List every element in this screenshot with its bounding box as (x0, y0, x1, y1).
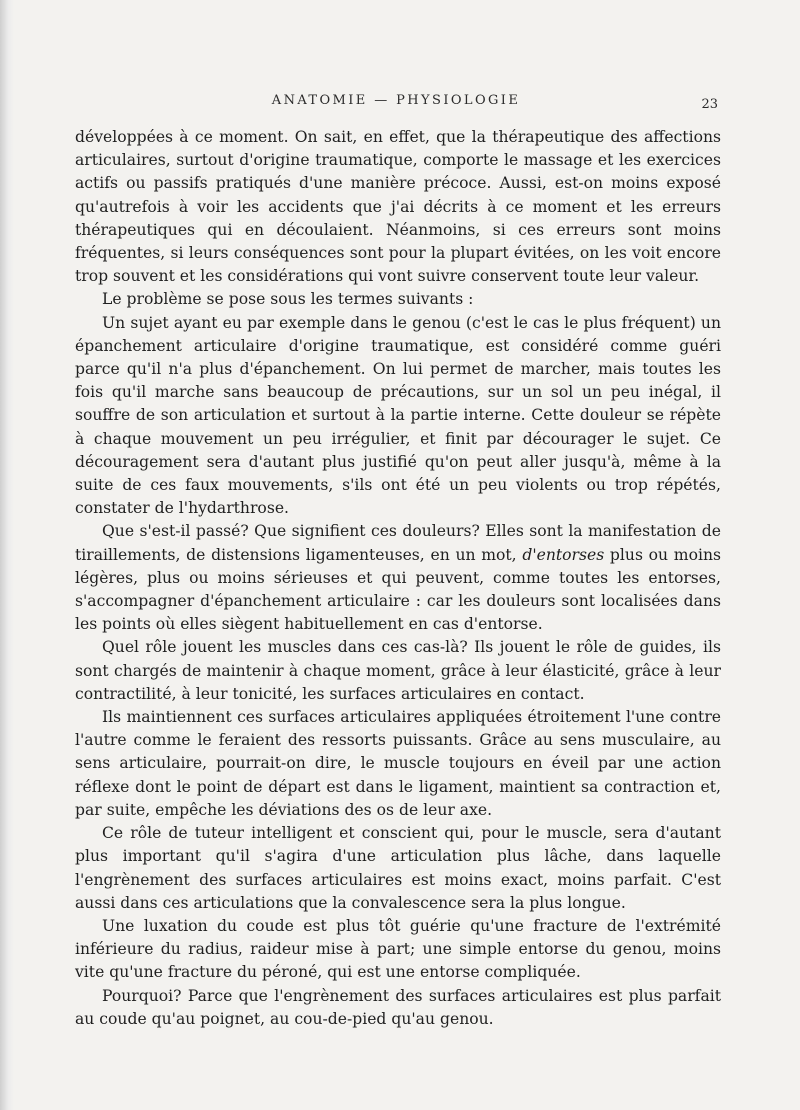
paragraph: Ils maintiennent ces surfaces articulaires appliquées étroitement l'une contre l'autre comme le feraient des ressorts puissants. Grâce au sens musculaire, au sens articulaire, pourrait-on dire, le muscle toujours en éveil par une action réflexe dont le point de départ est dans le ligament, maintient sa contraction et, par suite, empêche les déviations des os de leur axe. (75, 708, 721, 819)
paragraph: Le problème se pose sous les termes suivants : (102, 290, 474, 309)
body-text (75, 126, 721, 1031)
paragraph-text: Que s'est-il passé? Que signifient ces douleurs? Elles sont la manifestation de tiraillements, de distensions ligamenteuses, en un mot, (75, 522, 721, 564)
page-header (74, 93, 718, 115)
paragraph-text: plus ou moins légères, plus ou moins sérieuses et qui peuvent, comme toutes les entorses, s'accompagner d'épanchement articulaire : car les douleurs sont localisées dans les points où elles siègent habituellement en cas d'entorse. (75, 545, 721, 634)
paragraph: Pourquoi? Parce que l'engrènement des surfaces articulaires est plus parfait au coude qu'au poignet, au cou-de-pied qu'au genou. (75, 986, 721, 1028)
paragraph (75, 520, 721, 636)
paragraph: Ce rôle de tuteur intelligent et conscient qui, pour le muscle, sera d'autant plus important qu'il s'agira d'une articulation plus lâche, dans laquelle l'engrènement des surfaces articulaires est moins exact, moins parfait. C'est aussi dans ces articulations que la convalescence sera la plus longue. (75, 824, 721, 912)
paragraph: Une luxation du coude est plus tôt guérie qu'une fracture de l'extrémité inférieure du radius, raideur mise à part; une simple entorse du genou, moins vite qu'une fracture du péroné, qui est une entorse compliquée. (75, 916, 721, 982)
running-title: ANATOMIE — PHYSIOLOGIE (271, 93, 521, 108)
italic-term: d'entorses (522, 545, 605, 564)
paragraph: Un sujet ayant eu par exemple dans le genou (c'est le cas le plus fréquent) un épanchement articulaire d'origine traumatique, est considéré comme guéri parce qu'il n'a plus d'épanchement. On lui permet de marcher, mais toutes les fois qu'il marche sans beaucoup de précautions, sur un sol un peu inégal, il souffre de son articulation et surtout à la partie interne. Cette douleur se répète à chaque mouvement un peu irrégulier, et finit par décourager le sujet. Ce découragement sera d'autant plus justifié qu'on peut aller jusqu'à, même à la suite de ces faux mouvements, s'ils ont été un peu violents ou trop répétés, constater de l'hydarthrose. (75, 313, 721, 518)
paragraph: Quel rôle jouent les muscles dans ces cas-là? Ils jouent le rôle de guides, ils sont chargés de maintenir à chaque moment, grâce à leur élasticité, grâce à leur contractilité, à leur tonicité, les surfaces articulaires en contact. (75, 638, 721, 703)
paragraph-continuation: développées à ce moment. On sait, en effet, que la thérapeutique des affections articulaires, surtout d'origine traumatique, comporte le massage et les exercices actifs ou passifs pratiqués d'une manière précoce. Aussi, est-on moins exposé qu'autrefois à voir les accidents que j'ai décrits à ce moment et les erreurs thérapeutiques qui en découlaient. Néanmoins, si ces erreurs sont moins fréquentes, si leurs conséquences sont pour la plupart évitées, on les voit encore trop souvent et les considérations qui vont suivre conservent toute leur valeur. (75, 128, 721, 286)
page-binding-shadow (0, 0, 14, 1110)
page-number: 23 (701, 97, 718, 112)
